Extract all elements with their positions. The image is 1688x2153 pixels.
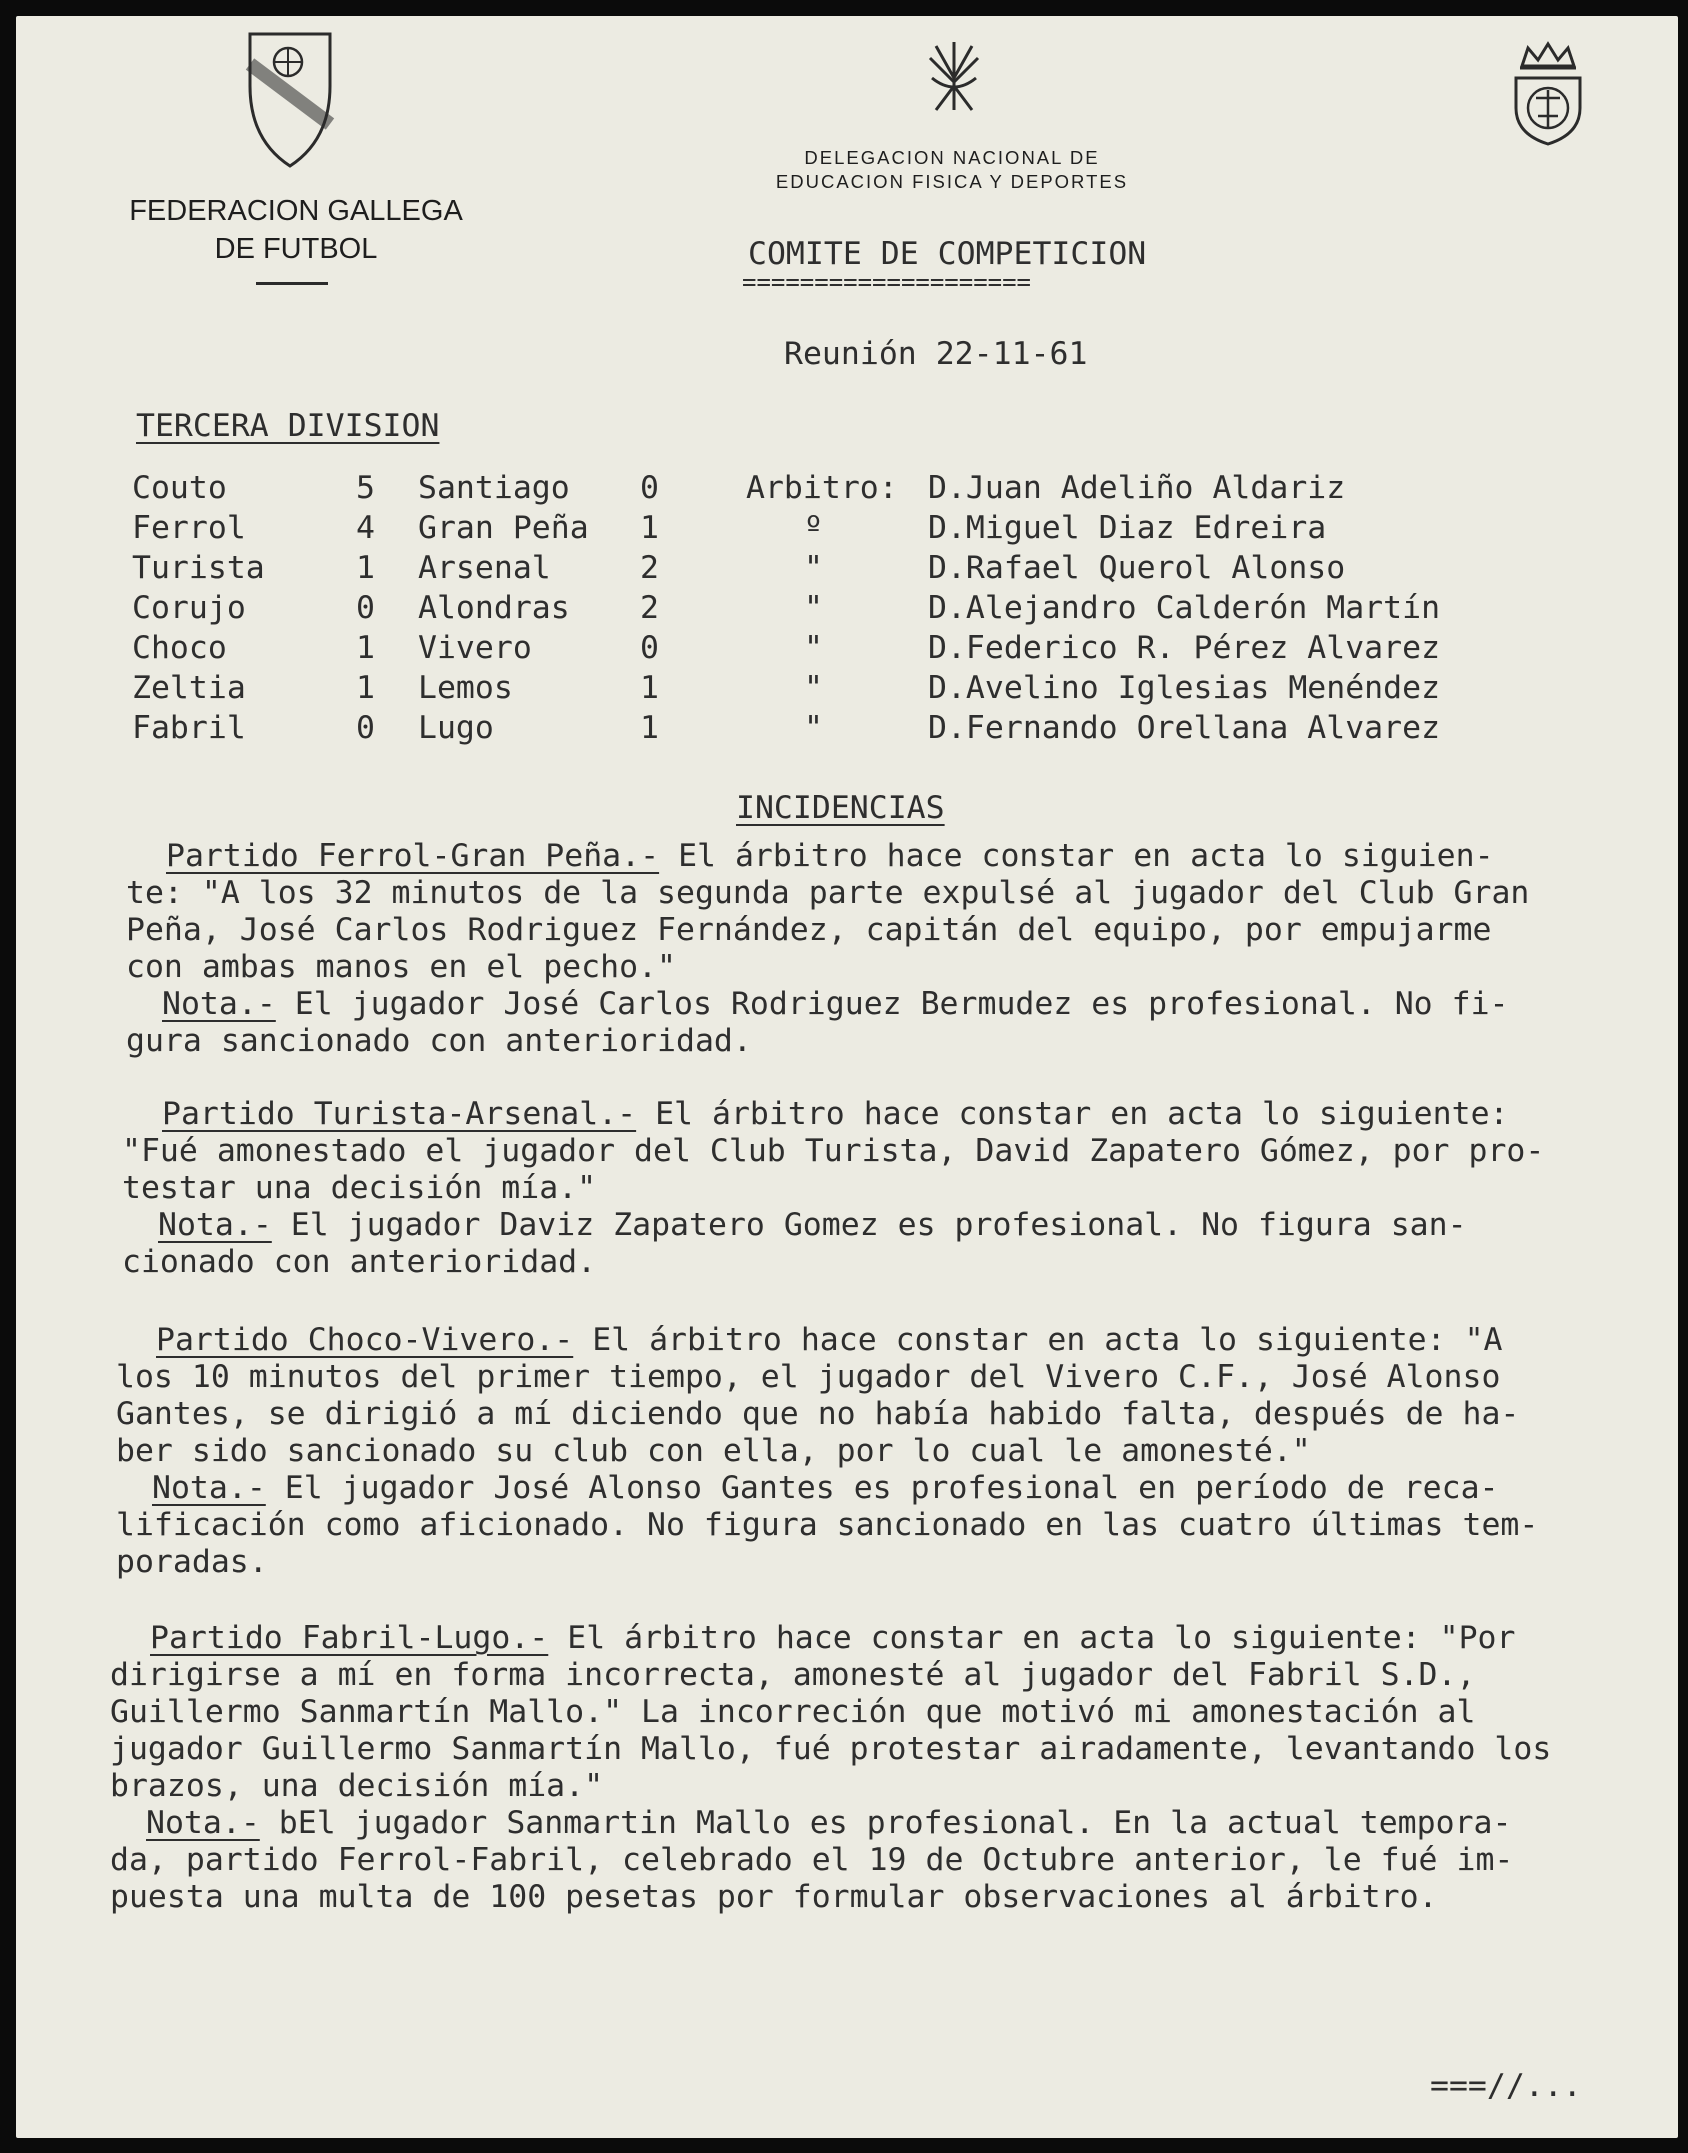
- result-referee: D.Fernando Orellana Alvarez: [928, 710, 1441, 746]
- incident-text-line: El árbitro hace constar en acta lo siguien-: [678, 838, 1494, 874]
- committee-title-rule: ====================: [742, 268, 1031, 296]
- delegacion-line2: EDUCACION FISICA Y DEPORTES: [775, 171, 1129, 192]
- result-away: Santiago: [418, 470, 570, 506]
- result-referee-prefix: º: [804, 510, 823, 546]
- result-referee-prefix: ": [804, 590, 823, 626]
- incident-text-line: te: "A los 32 minutos de la segunda parte expulsé al jugador del Club Gran: [126, 875, 1530, 911]
- result-home: Couto: [132, 470, 227, 506]
- result-referee: D.Juan Adeliño Aldariz: [928, 470, 1346, 506]
- note-text-line: El jugador José Alonso Gantes es profesional en período de reca-: [284, 1470, 1499, 1506]
- result-home-goals: 0: [356, 710, 375, 746]
- note-text-line: poradas.: [116, 1544, 268, 1580]
- result-referee: D.Federico R. Pérez Alvarez: [928, 630, 1441, 666]
- result-referee: D.Alejandro Calderón Martín: [928, 590, 1441, 626]
- note-text-line: El jugador José Carlos Rodriguez Bermudez es profesional. No fi-: [294, 986, 1509, 1022]
- continuation-mark: ===//...: [1430, 2068, 1582, 2104]
- result-away: Gran Peña: [418, 510, 589, 546]
- note-label: Nota.-: [146, 1805, 260, 1841]
- incident-text-line: El árbitro hace constar en acta lo siguiente: "A: [592, 1322, 1503, 1358]
- yoke-and-arrows-emblem: [926, 38, 982, 114]
- note-text-line: gura sancionado con anterioridad.: [126, 1023, 752, 1059]
- result-referee: D.Avelino Iglesias Menéndez: [928, 670, 1441, 706]
- result-away-goals: 2: [640, 590, 659, 626]
- result-referee: D.Rafael Querol Alonso: [928, 550, 1346, 586]
- committee-title: COMITE DE COMPETICION: [748, 236, 1147, 272]
- incident-text-line: testar una decisión mía.": [122, 1170, 597, 1206]
- incident-text-line: Guillermo Sanmartín Mallo." La incorreción que motivó mi amonestación al: [110, 1694, 1476, 1730]
- result-home-goals: 0: [356, 590, 375, 626]
- result-away-goals: 1: [640, 710, 659, 746]
- note-text-line: da, partido Ferrol-Fabril, celebrado el 19 de Octubre anterior, le fué im-: [110, 1842, 1514, 1878]
- note-text-line: El jugador Daviz Zapatero Gomez es profesional. No figura san-: [290, 1207, 1467, 1243]
- result-away-goals: 0: [640, 470, 659, 506]
- incident-text-line: "Fué amonestado el jugador del Club Turista, David Zapatero Gómez, por pro-: [122, 1133, 1545, 1169]
- result-away: Lemos: [418, 670, 513, 706]
- result-away-goals: 1: [640, 670, 659, 706]
- result-away-goals: 0: [640, 630, 659, 666]
- incident-heading: Partido Turista-Arsenal.-: [162, 1096, 637, 1132]
- note-text-line: cionado con anterioridad.: [122, 1244, 597, 1280]
- note-text-line: puesta una multa de 100 pesetas por formular observaciones al árbitro.: [110, 1879, 1438, 1915]
- result-home-goals: 5: [356, 470, 375, 506]
- division-title: TERCERA DIVISION: [136, 408, 440, 444]
- incident-text-line: brazos, una decisión mía.": [110, 1768, 604, 1804]
- result-home: Zeltia: [132, 670, 246, 706]
- result-referee-prefix: ": [804, 710, 823, 746]
- result-referee: D.Miguel Diaz Edreira: [928, 510, 1327, 546]
- result-away: Vivero: [418, 630, 532, 666]
- incident-text-line: ber sido sancionado su club con ella, por lo cual le amonesté.": [116, 1433, 1311, 1469]
- result-home-goals: 4: [356, 510, 375, 546]
- incident-text-line: jugador Guillermo Sanmartín Mallo, fué protestar airadamente, levantando los: [110, 1731, 1552, 1767]
- federation-shield-logo: [244, 28, 336, 170]
- federation-name-line1: FEDERACION GALLEGA: [129, 195, 463, 227]
- result-home-goals: 1: [356, 550, 375, 586]
- result-home-goals: 1: [356, 670, 375, 706]
- note-text-line: bEl jugador Sanmartin Mallo es profesional. En la actual tempora-: [278, 1805, 1512, 1841]
- incident-text-line: Peña, José Carlos Rodriguez Fernández, capitán del equipo, por empujarme: [126, 912, 1492, 948]
- result-referee-prefix: ": [804, 630, 823, 666]
- result-away: Lugo: [418, 710, 494, 746]
- result-home: Choco: [132, 630, 227, 666]
- meeting-date: Reunión 22-11-61: [784, 336, 1088, 372]
- result-home: Turista: [132, 550, 265, 586]
- result-home: Ferrol: [132, 510, 246, 546]
- result-home: Corujo: [132, 590, 246, 626]
- result-home: Fabril: [132, 710, 246, 746]
- result-away: Arsenal: [418, 550, 551, 586]
- result-referee-prefix: ": [804, 550, 823, 586]
- note-label: Nota.-: [158, 1207, 272, 1243]
- result-home-goals: 1: [356, 630, 375, 666]
- result-referee-prefix: Arbitro:: [746, 470, 898, 506]
- incident-text-line: los 10 minutos del primer tiempo, el jugador del Vivero C.F., José Alonso: [116, 1359, 1501, 1395]
- incident-text-line: El árbitro hace constar en acta lo siguiente:: [655, 1096, 1509, 1132]
- result-referee-prefix: ": [804, 670, 823, 706]
- incident-heading: Partido Fabril-Lugo.-: [150, 1620, 549, 1656]
- note-label: Nota.-: [152, 1470, 266, 1506]
- note-label: Nota.-: [162, 986, 276, 1022]
- result-away: Alondras: [418, 590, 570, 626]
- federation-underline: [256, 282, 328, 285]
- incident-heading: Partido Ferrol-Gran Peña.-: [166, 838, 660, 874]
- incident-heading: Partido Choco-Vivero.-: [156, 1322, 574, 1358]
- incidents-title: INCIDENCIAS: [736, 790, 945, 826]
- incident-text-line: dirigirse a mí en forma incorrecta, amonesté al jugador del Fabril S.D.,: [110, 1657, 1476, 1693]
- incident-text-line: con ambas manos en el pecho.": [126, 949, 676, 985]
- delegacion-line1: DELEGACION NACIONAL DE: [804, 147, 1100, 168]
- incident-text-line: El árbitro hace constar en acta lo siguiente: "Por: [567, 1620, 1516, 1656]
- incident-text-line: Gantes, se dirigió a mí diciendo que no había habido falta, después de ha-: [116, 1396, 1520, 1432]
- result-away-goals: 1: [640, 510, 659, 546]
- note-text-line: lificación como aficionado. No figura sancionado en las cuatro últimas tem-: [116, 1507, 1539, 1543]
- federation-name-line2: DE FUTBOL: [214, 233, 378, 265]
- royal-crest-logo: [1508, 38, 1588, 148]
- result-away-goals: 2: [640, 550, 659, 586]
